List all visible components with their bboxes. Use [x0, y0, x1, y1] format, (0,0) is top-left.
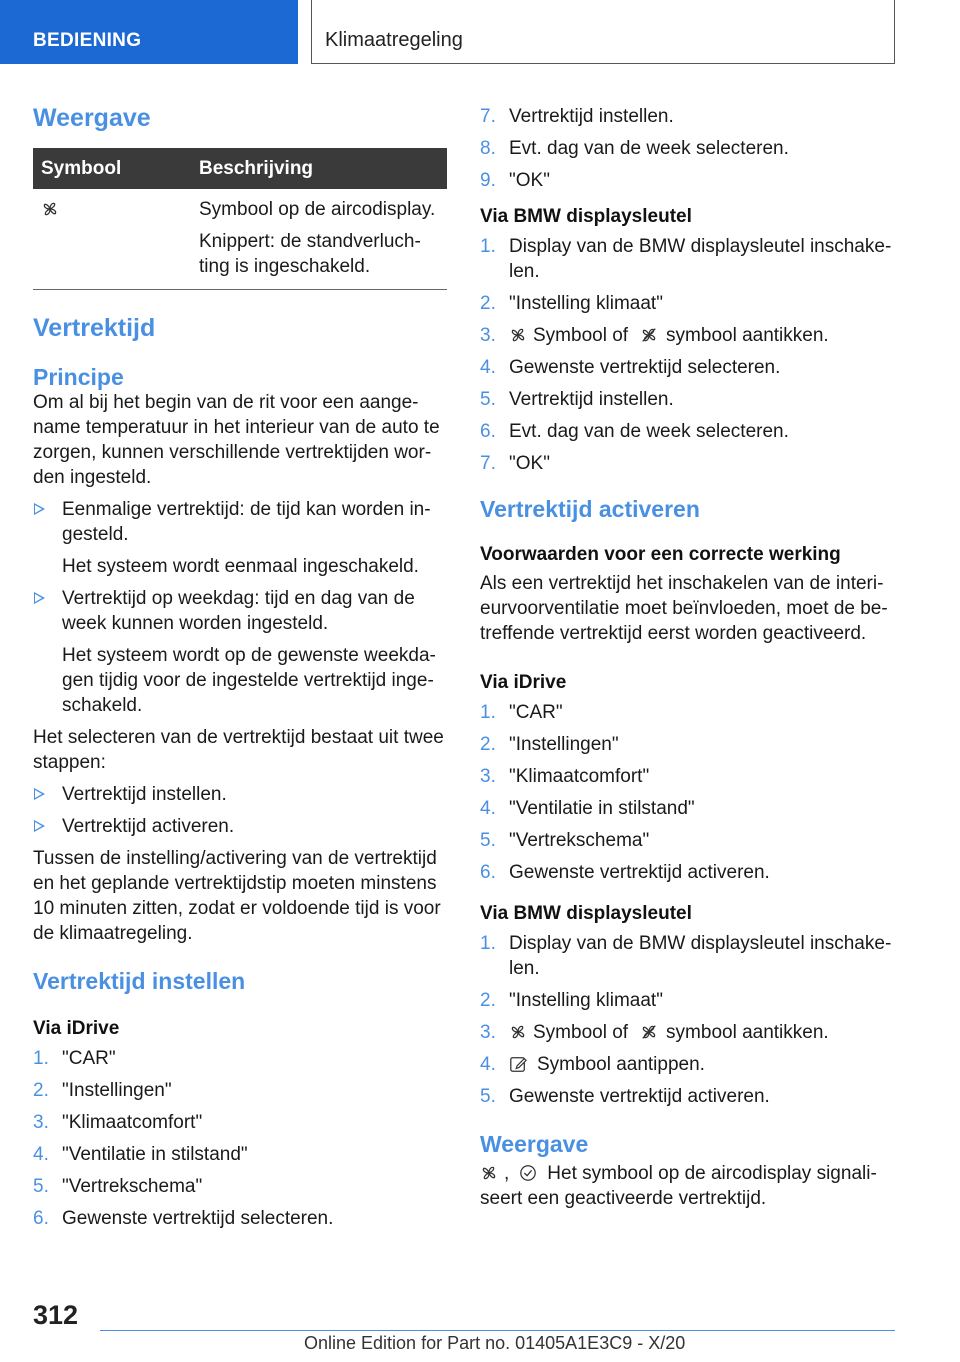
principe-heading: Principe — [33, 364, 124, 390]
list-item-text: Eenmalige vertrektijd: de tijd kan worden in-gesteld. — [62, 499, 431, 545]
left-column — [33, 100, 447, 1238]
fan-icon — [480, 1164, 498, 1182]
list-item: 5. Vertrektijd instellen. — [480, 389, 674, 410]
footer-edition: Online Edition for Part no. 01405A1E3C9 - X/20 — [304, 1333, 686, 1353]
list-item: 4. Gewenste vertrektijd selecteren. — [480, 357, 781, 378]
tussen-text: Tussen de instelling/activering van de vertrektijd en het geplande vertrektijdstip moeten minstens 10 minuten zitten, zodat er voldoende tijd is voor de klimaatregeling. — [33, 848, 441, 944]
list-item-sub: Het systeem wordt eenmaal ingeschakeld. — [62, 556, 419, 577]
fan-icon — [509, 326, 527, 344]
list-item: 6. Gewenste vertrektijd selecteren. — [33, 1208, 334, 1229]
list-item: 6. Gewenste vertrektijd activeren. — [480, 862, 770, 883]
weergave-heading: Weergave — [33, 104, 151, 132]
list-item — [33, 814, 447, 839]
voorwaarden-text: Als een vertrektijd het inschakelen van de interi-eurvoorventilatie moet beïnvloeden, moet de be-treffende vertrektijd eerst worden geactiveerd. — [480, 573, 888, 644]
instellen-heading: Vertrektijd instellen — [33, 968, 246, 994]
list-item — [33, 586, 447, 718]
fan-icon — [41, 200, 59, 218]
list-item-sub: Het systeem wordt op de gewenste weekda-gen tijdig voor de ingestelde vertrektijd inge-schakeld. — [62, 645, 436, 716]
weergave-text: , Het symbool op de aircodisplay signali-seert een geactiveerde vertrektijd. — [480, 1163, 877, 1209]
bullet-list-1 — [33, 497, 447, 718]
list-item: 7. "OK" — [480, 453, 550, 474]
list-item — [33, 497, 447, 579]
list-item: 3. Symbool of symbool aantikken. — [480, 1022, 829, 1043]
continued-steps — [480, 104, 895, 193]
list-item: 6. Evt. dag van de week selecteren. — [480, 421, 789, 442]
fan-off-icon — [640, 326, 658, 344]
list-item: 2. "Instellingen" — [480, 734, 619, 755]
header-section-tab — [0, 0, 298, 64]
table-cell-symbol — [33, 189, 191, 290]
bmw-key-heading-2: Via BMW displaysleutel — [480, 903, 692, 924]
list-item — [33, 782, 447, 807]
list-item: 3. "Klimaatcomfort" — [480, 766, 650, 787]
idrive-heading: Via iDrive — [33, 1018, 120, 1039]
triangle-bullet-icon — [34, 503, 45, 515]
table-cell-description — [191, 189, 447, 290]
clock-check-icon — [519, 1164, 537, 1182]
activeren-heading: Vertrektijd activeren — [480, 496, 700, 522]
idrive-heading-2: Via iDrive — [480, 672, 567, 693]
steps-text: Het selecteren van de vertrektijd bestaat uit twee stappen: — [33, 727, 444, 773]
list-item: 9. "OK" — [480, 170, 550, 191]
list-item: 5. "Vertrekschema" — [33, 1176, 203, 1197]
fan-icon — [509, 1023, 527, 1041]
list-item: 3. "Klimaatcomfort" — [33, 1112, 203, 1133]
list-item: 5. "Vertrekschema" — [480, 830, 650, 851]
idrive-steps — [33, 1046, 447, 1231]
list-item: 8. Evt. dag van de week selecteren. — [480, 138, 789, 159]
page-number: 312 — [33, 1300, 79, 1330]
list-item: 1. "CAR" — [480, 702, 563, 723]
list-item: 2. "Instelling klimaat" — [480, 990, 663, 1011]
fan-off-icon — [640, 1023, 658, 1041]
bmw-key-steps-2 — [480, 931, 895, 1109]
list-item: 7. Vertrektijd instellen. — [480, 106, 674, 127]
voorwaarden-heading: Voorwaarden voor een correcte werking — [480, 544, 841, 565]
list-item: 2. "Instelling klimaat" — [480, 293, 663, 314]
bmw-key-heading: Via BMW displaysleutel — [480, 206, 692, 227]
list-item: 4. "Ventilatie in stilstand" — [480, 798, 695, 819]
table-header-symbool: Symbool — [33, 148, 191, 189]
edit-icon — [509, 1055, 527, 1073]
triangle-bullet-icon — [34, 788, 45, 800]
header-chapter-label: Klimaatregeling — [325, 29, 463, 51]
footer-divider — [100, 1330, 895, 1331]
table-header-beschrijving: Beschrijving — [191, 148, 447, 189]
list-item: 1. Display van de BMW displaysleutel inschake-len. — [480, 933, 892, 979]
header-chapter-tab — [311, 0, 895, 64]
list-item-text: Vertrektijd instellen. — [62, 784, 227, 805]
principe-text: Om al bij het begin van de rit voor een aange-name temperatuur in het interieur van de auto te zorgen, kunnen verschillende vertrektijden wor-den ingesteld. — [33, 392, 440, 488]
list-item: 2. "Instellingen" — [33, 1080, 172, 1101]
symbol-table — [33, 148, 447, 290]
description-2: Knippert: de standverluch- ting is ingeschakeld. — [199, 231, 421, 277]
weergave-heading-2: Weergave — [480, 1131, 589, 1157]
idrive-steps-2 — [480, 700, 895, 885]
vertrektijd-heading: Vertrektijd — [33, 314, 156, 342]
bmw-key-steps — [480, 234, 895, 476]
list-item-text: Vertrektijd op weekdag: tijd en dag van de week kunnen worden ingesteld. — [62, 588, 415, 634]
bullet-list-2 — [33, 782, 447, 839]
list-item-text: Vertrektijd activeren. — [62, 816, 235, 837]
list-item: 1. Display van de BMW displaysleutel inschake-len. — [480, 236, 892, 282]
table-row — [33, 189, 447, 290]
list-item: 3. Symbool of symbool aantikken. — [480, 325, 829, 346]
triangle-bullet-icon — [34, 820, 45, 832]
header-section-label: BEDIENING — [33, 30, 142, 51]
list-item: 1. "CAR" — [33, 1048, 116, 1069]
list-item: 4. "Ventilatie in stilstand" — [33, 1144, 248, 1165]
triangle-bullet-icon — [34, 592, 45, 604]
right-column — [480, 104, 895, 1211]
list-item: 5. Gewenste vertrektijd activeren. — [480, 1086, 770, 1107]
list-item: 4. Symbool aantippen. — [480, 1054, 705, 1075]
description-1: Symbool op de aircodisplay. — [199, 199, 436, 220]
